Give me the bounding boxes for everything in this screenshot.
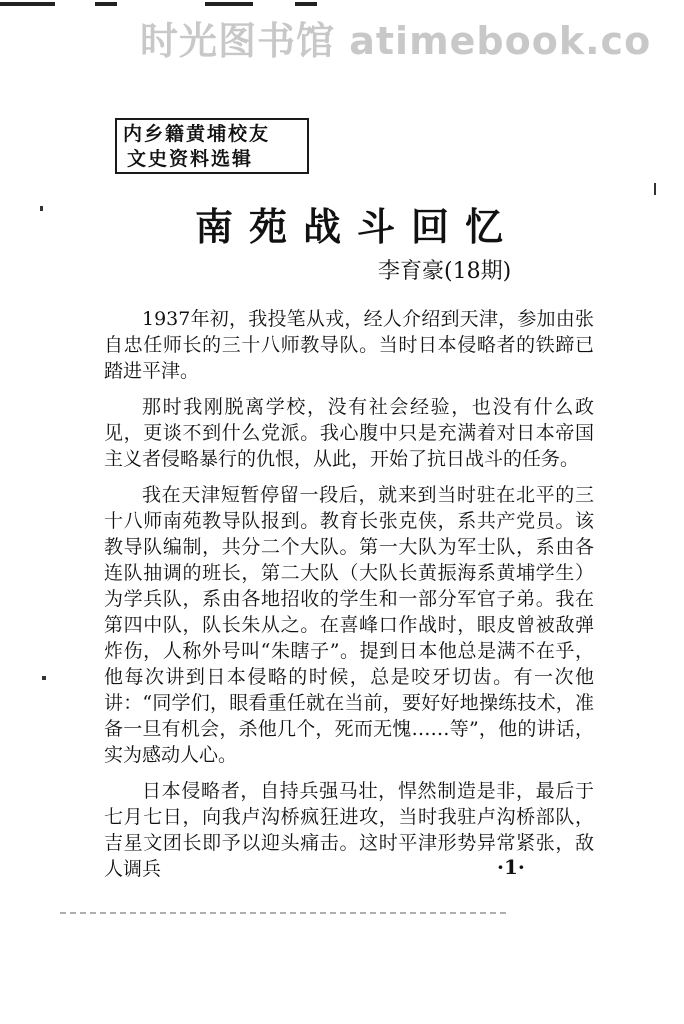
scan-mark: [95, 2, 117, 6]
paragraph: 1937年初，我投笔从戎，经人介绍到天津，参加由张自忠任师长的三十八师教导队。当时日本侵略者的铁蹄已踏进平津。: [104, 308, 594, 382]
scan-mark: [0, 2, 55, 6]
series-label-line: 文史资料选辑: [127, 148, 254, 170]
article-body: [104, 306, 594, 892]
article-author: 李育豪(18期): [378, 259, 512, 284]
scan-artifact-line: [60, 912, 510, 914]
scan-mark: [295, 2, 317, 6]
page-number: ·1·: [497, 855, 525, 879]
series-label-line: 内乡籍黄埔校友: [123, 123, 271, 145]
scan-mark: [205, 2, 253, 6]
margin-speck: [42, 676, 46, 680]
article-title: 南苑战斗回忆: [195, 204, 520, 249]
series-label-box: [115, 118, 309, 174]
margin-speck: [40, 206, 43, 211]
paragraph: 那时我刚脱离学校，没有社会经验，也没有什么政见，更谈不到什么党派。我心腹中只是充满着对日本帝国主义者侵略暴行的仇恨，从此，开始了抗日战斗的任务。: [104, 396, 594, 470]
watermark: 时光图书馆 atimebook.co: [140, 19, 652, 60]
paragraph: 日本侵略者，自持兵强马壮，悍然制造是非，最后于七月七日，向我卢沟桥疯狂进攻，当时我驻卢沟桥部队，吉星文团长即予以迎头痛击。这时平津形势异常紧张，敌人调兵: [104, 780, 594, 880]
paragraph: 我在天津短暂停留一段后，就来到当时驻在北平的三十八师南苑教导队报到。教育长张克侠，系共产党员。该教导队编制，共分二个大队。第一大队为军士队，系由各连队抽调的班长，第二大队（大队长黄振海系黄埔学生）为学兵队，系由各地招收的学生和一部分军官子弟。我在第四中队，队长朱从之。在喜峰口作战时，眼皮曾被敌弹炸伤，人称外号叫“朱瞎子”。提到日本他总是满不在乎，他每次讲到日本侵略的时候，总是咬牙切齿。有一次他讲：“同学们，眼看重任就在当前，要好好地操练技术，准备一旦有机会，杀他几个，死而无愧……等”，他的讲话，实为感动人心。: [104, 484, 594, 766]
margin-speck: [654, 183, 656, 195]
